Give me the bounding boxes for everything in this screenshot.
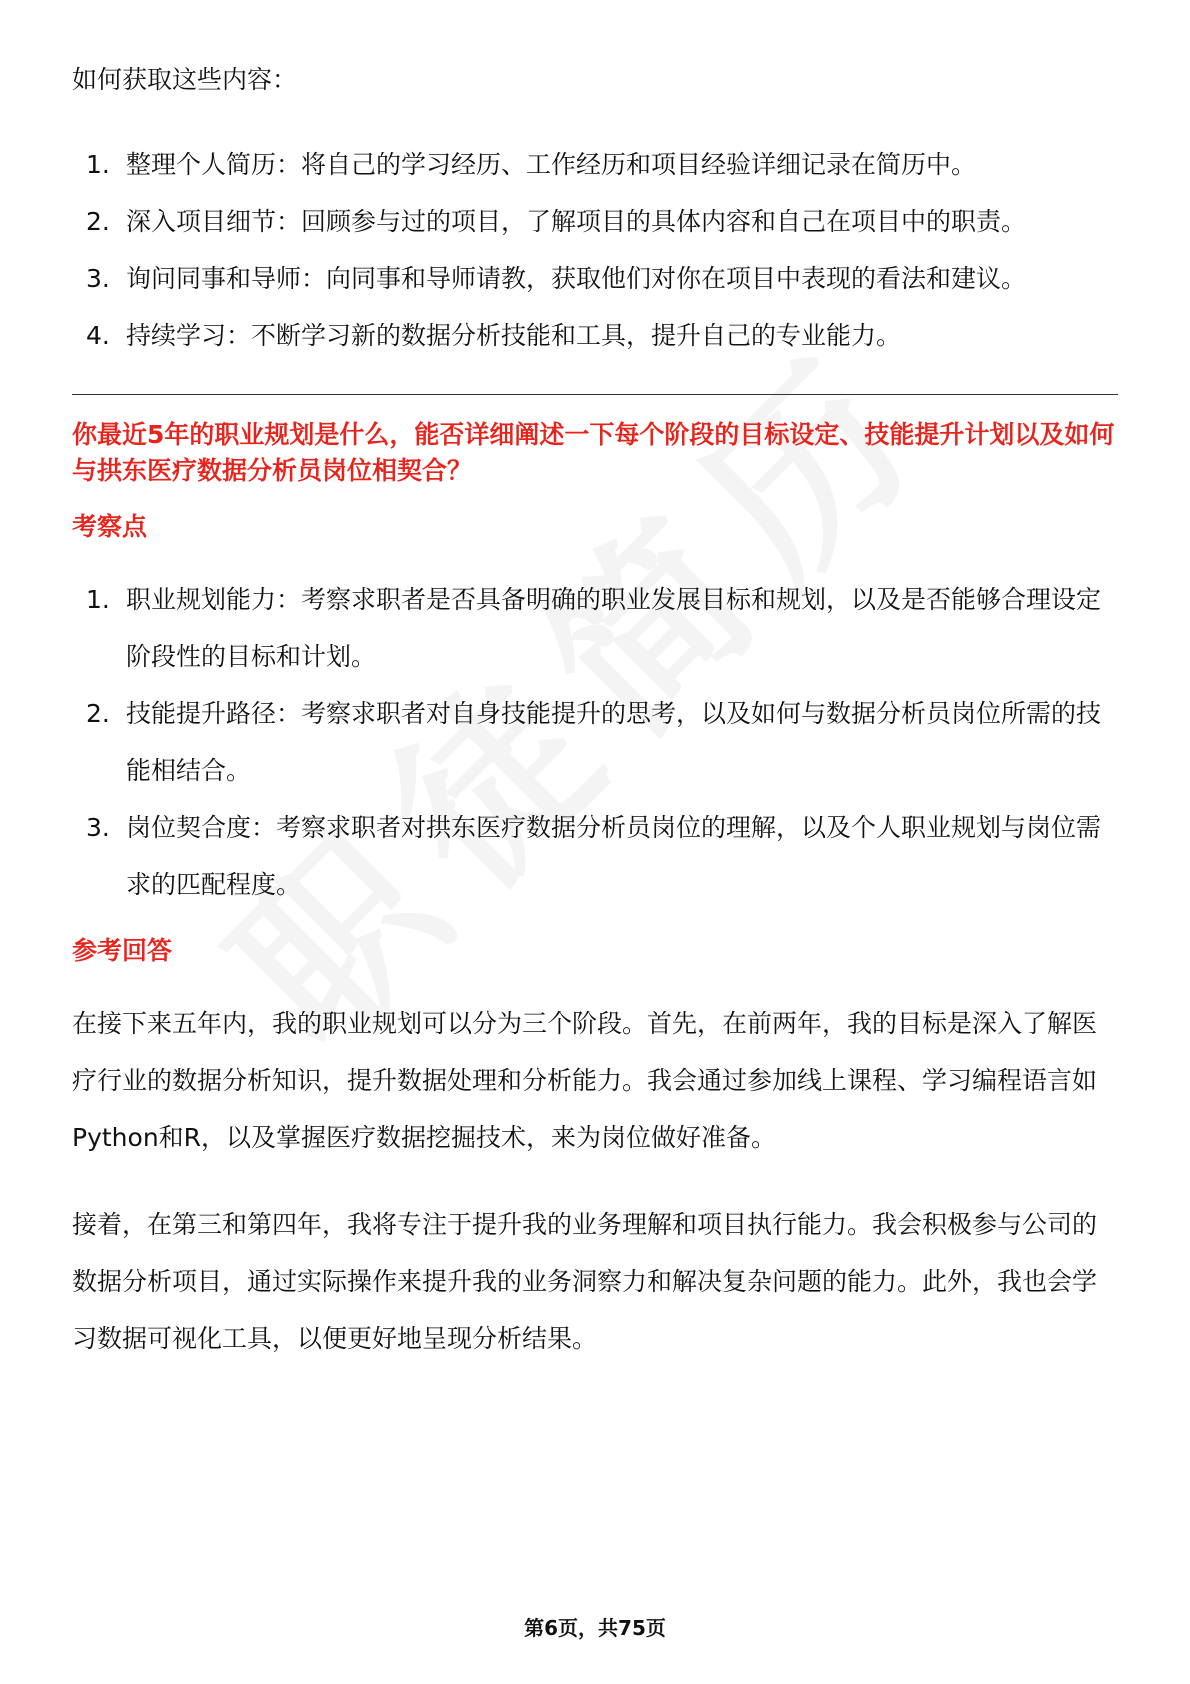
list-item-text: 询问同事和导师：向同事和导师请教，获取他们对你在项目中表现的看法和建议。 xyxy=(126,264,1027,293)
list-number: 4. xyxy=(86,321,110,350)
interview-question: 你最近5年的职业规划是什么，能否详细阐述一下每个阶段的目标设定、技能提升计划以及如何与拱东医疗数据分析员岗位相契合？ xyxy=(72,420,1115,485)
list-item xyxy=(72,799,1118,913)
list-item xyxy=(72,571,1118,685)
how-to-list xyxy=(72,136,1118,364)
answer-paragraph: 接着，在第三和第四年，我将专注于提升我的业务理解和项目执行能力。我会积极参与公司的数据分析项目，通过实际操作来提升我的业务洞察力和解决复杂问题的能力。此外，我也会学习数据可视化工具，以便更好地呈现分析结果。 xyxy=(72,1210,1098,1353)
list-number: 3. xyxy=(86,264,110,293)
section-title-reference-answer: 参考回答 xyxy=(72,936,173,965)
assessment-list xyxy=(72,571,1118,913)
answer-paragraph: 在接下来五年内，我的职业规划可以分为三个阶段。首先，在前两年，我的目标是深入了解医疗行业的数据分析知识，提升数据处理和分析能力。我会通过参加线上课程、学习编程语言如Python和R，以及掌握医疗数据挖掘技术，来为岗位做好准备。 xyxy=(72,1009,1098,1152)
list-item-text: 深入项目细节：回顾参与过的项目，了解项目的具体内容和自己在项目中的职责。 xyxy=(126,207,1027,236)
page-content xyxy=(72,62,1118,1397)
list-number: 1. xyxy=(86,150,110,179)
list-number: 1. xyxy=(86,585,110,614)
list-item xyxy=(72,307,1118,364)
list-item-text: 持续学习：不断学习新的数据分析技能和工具，提升自己的专业能力。 xyxy=(126,321,902,350)
list-item xyxy=(72,136,1118,193)
list-item-text: 技能提升路径：考察求职者对自身技能提升的思考，以及如何与数据分析员岗位所需的技能相结合。 xyxy=(126,699,1102,785)
section-divider xyxy=(72,394,1118,395)
list-item xyxy=(72,250,1118,307)
list-item xyxy=(72,685,1118,799)
list-number: 2. xyxy=(86,207,110,236)
list-item-text: 整理个人简历：将自己的学习经历、工作经历和项目经验详细记录在简历中。 xyxy=(126,150,977,179)
section-title-assessment: 考察点 xyxy=(72,512,148,541)
list-number: 3. xyxy=(86,813,110,842)
intro-text: 如何获取这些内容： xyxy=(72,65,298,94)
list-item-text: 岗位契合度：考察求职者对拱东医疗数据分析员岗位的理解，以及个人职业规划与岗位需求的匹配程度。 xyxy=(126,813,1102,899)
list-number: 2. xyxy=(86,699,110,728)
page-footer: 第6页，共75页 xyxy=(524,1616,666,1640)
list-item-text: 职业规划能力：考察求职者是否具备明确的职业发展目标和规划，以及是否能够合理设定阶段性的目标和计划。 xyxy=(126,585,1102,671)
list-item xyxy=(72,193,1118,250)
